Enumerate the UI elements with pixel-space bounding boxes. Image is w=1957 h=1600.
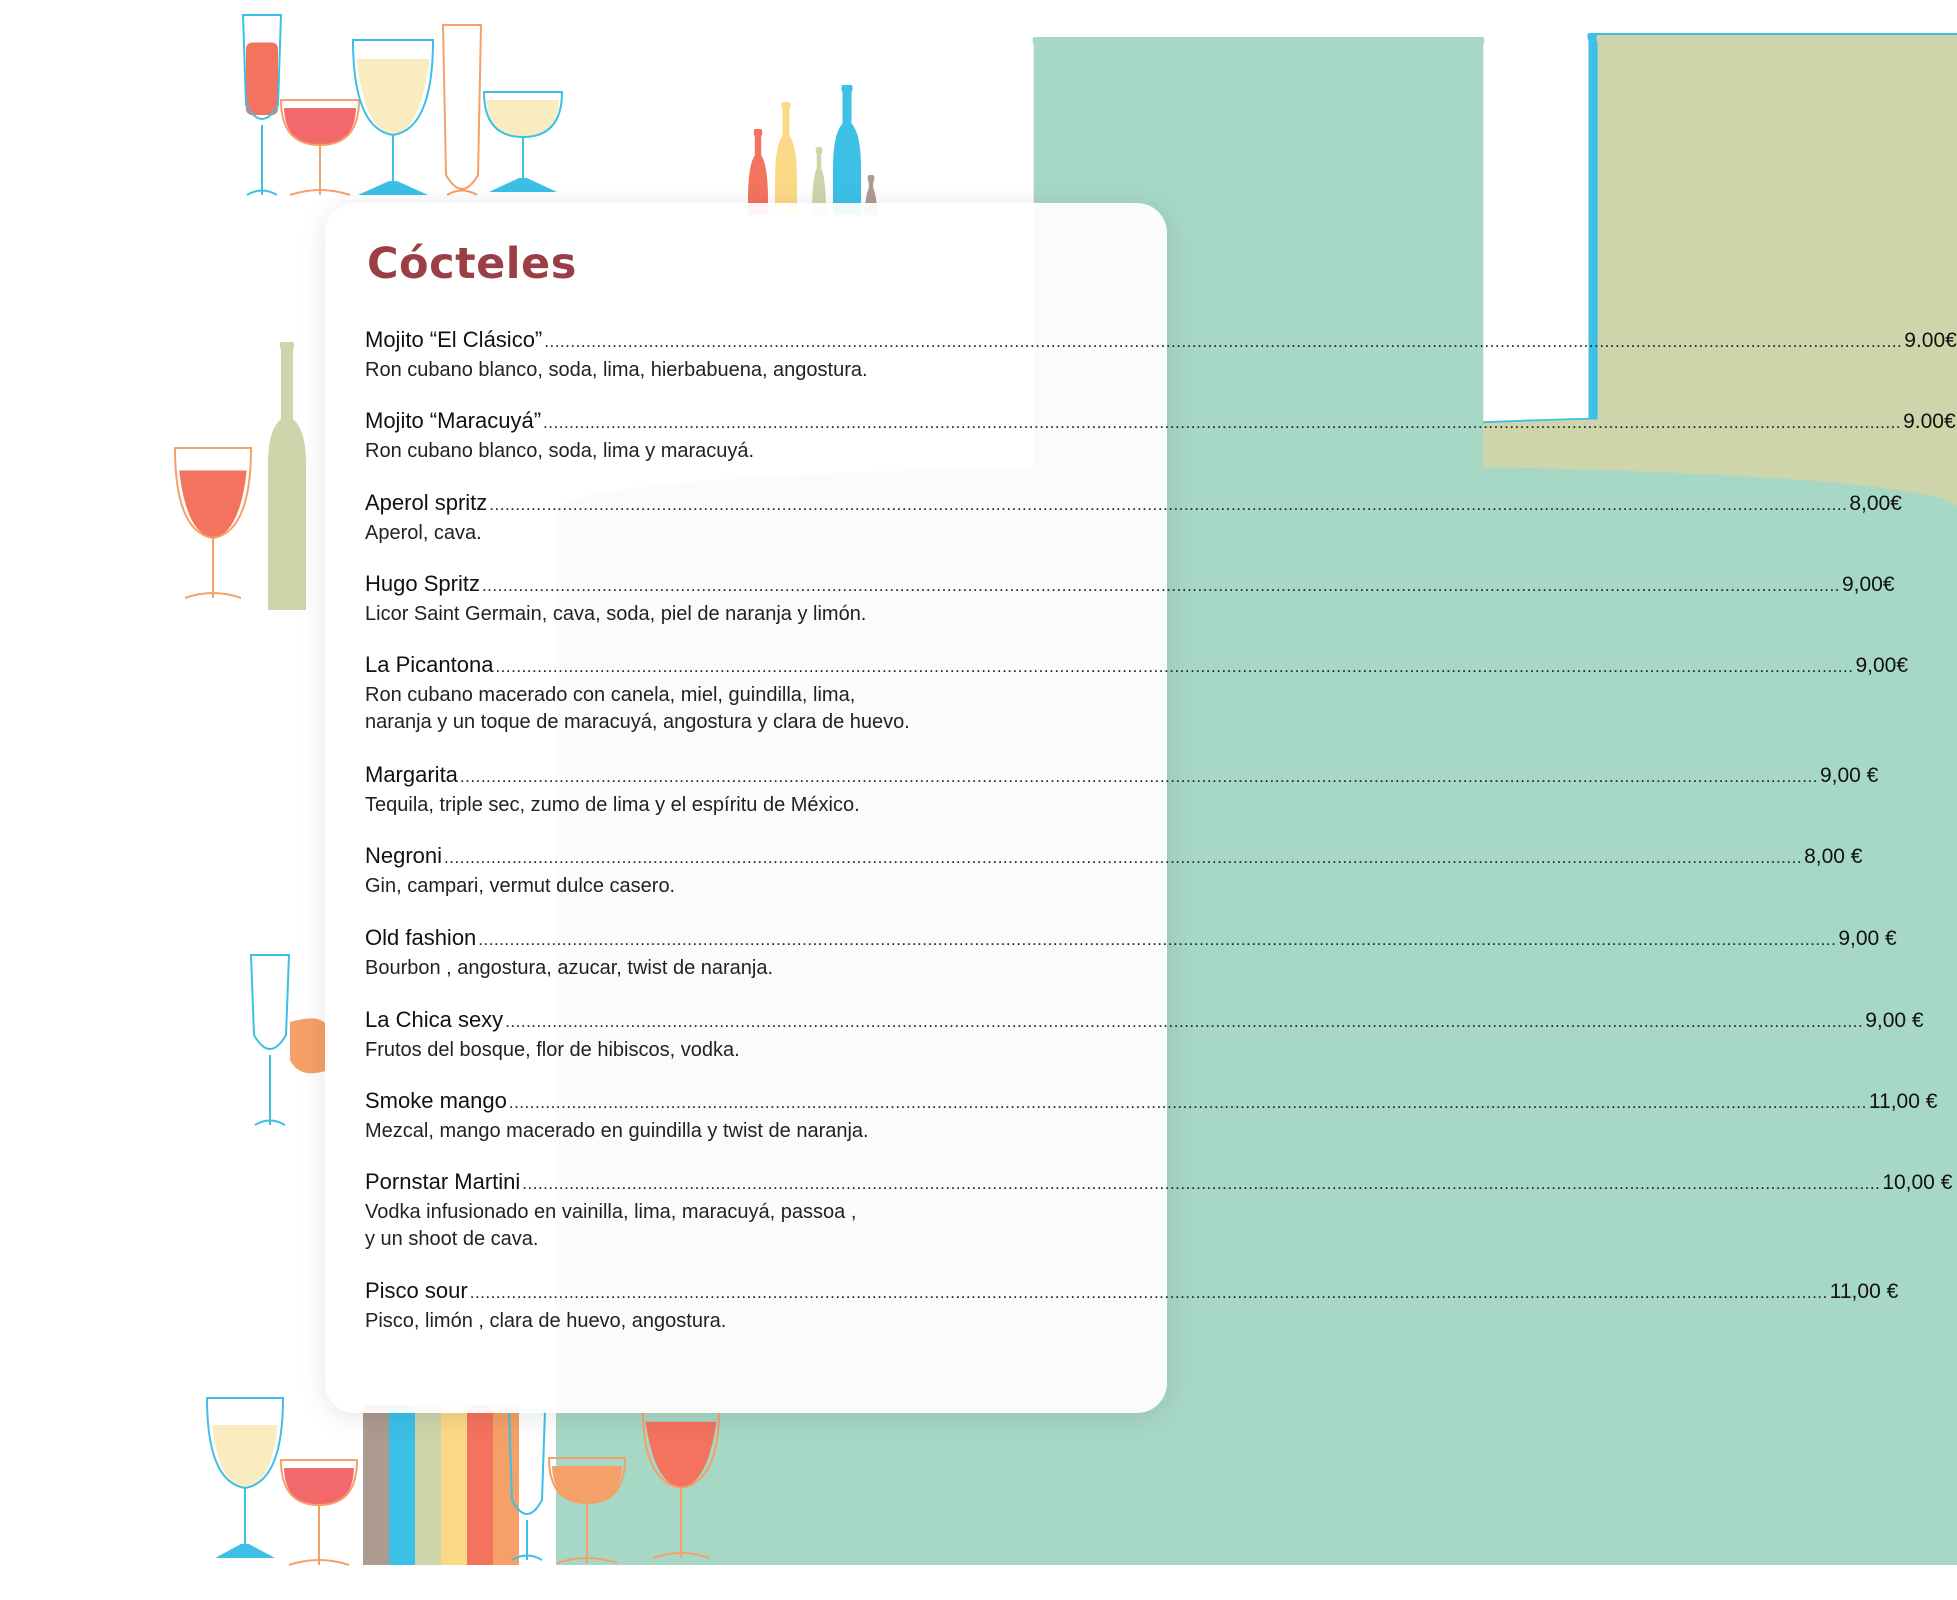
menu-item-price: 9,00€ [1841,573,1895,596]
menu-item-line [365,843,1863,873]
menu-item [365,1169,1953,1253]
menu-item-price: 11,00 € [1868,1090,1938,1113]
menu-item-price: 8,00€ [1849,492,1902,515]
bottle-icon [268,345,306,610]
menu-item [365,490,1902,547]
menu-item-description: Mezcal, mango macerado en guindilla y twist de naranja. [365,1120,869,1142]
champagne-flute-icon [443,25,481,189]
menu-item-price: 8,00 € [1804,845,1863,868]
menu-item-line [365,1169,1953,1199]
dot-leader: .................................................................................................................................................................................................................................................................... [444,848,1803,867]
menu-item-name: Smoke mango [365,1088,507,1113]
menu-item [365,925,1897,982]
menu-item [365,571,1895,628]
glass-liquid-icon [179,471,246,539]
bottle-icon [833,88,861,215]
menu-item-line [365,1278,1899,1308]
menu-item-line [365,762,1879,792]
menu-item-description: Licor Saint Germain, cava, soda, piel de naranja y limón. [365,603,867,625]
menu-item-name: Hugo Spritz [365,571,480,596]
glass-liquid-icon [357,59,430,135]
glass-liquid-icon [212,1425,278,1488]
menu-item-name: Margarita [365,762,458,787]
bottle-cap-icon [280,342,294,349]
menu-item-name: Aperol spritz [365,490,488,515]
bottle-icon [775,105,797,215]
bottle-stripe-icon [363,1405,389,1565]
menu-item-line [365,408,1956,438]
menu-item-line [365,327,1957,357]
menu-item-description: Vodka infusionado en vainilla, lima, maracuyá, passoa , y un shoot de cava. [365,1201,857,1250]
menu-item-line [365,571,1895,601]
menu-item-price: 9.00€ [1903,410,1956,433]
menu-item-line [365,652,1909,682]
menu-item-name: Pornstar Martini [365,1169,521,1194]
menu-item [365,408,1956,465]
bottle-stripe-icon [389,1405,409,1565]
dot-leader: .................................................................................................................................................................................................................................................................... [489,495,1848,514]
menu-item-name: Mojito “El Clásico” [365,327,543,352]
menu-item-description: Pisco, limón , clara de huevo, angostura. [365,1310,727,1332]
dot-leader: .................................................................................................................................................................................................................................................................... [522,1174,1881,1193]
menu-item-name: Old fashion [365,925,477,950]
dot-leader: .................................................................................................................................................................................................................................................................... [459,767,1818,786]
menu-item [365,1278,1899,1335]
bottle-cap-icon [781,102,790,109]
dot-leader: .................................................................................................................................................................................................................................................................... [505,1012,1864,1031]
bottle-cap-icon [816,147,822,154]
coupe-liquid-icon [487,100,559,137]
bottle-cap-icon [868,175,874,182]
bottle-stripe-icon [493,1405,519,1565]
menu-item [365,1088,1938,1145]
menu-item-description: Tequila, triple sec, zumo de lima y el espíritu de México. [365,794,860,816]
menu-item-description: Bourbon , angostura, azucar, twist de naranja. [365,957,774,979]
coupe-base-icon [489,178,557,192]
glass-liquid-icon [290,1018,328,1073]
menu-item [365,1007,1924,1064]
menu-item-name: Mojito “Maracuyá” [365,408,542,433]
bottle-cap-icon [842,85,853,92]
dot-leader: .................................................................................................................................................................................................................................................................... [544,332,1903,351]
menu-title: Cócteles [367,239,577,289]
bottle-stripe-icon [415,1405,441,1565]
bottle-stripe-icon [441,1405,467,1565]
dot-leader: .................................................................................................................................................................................................................................................................... [469,1283,1828,1302]
menu-item-price: 9.00€ [1904,329,1957,352]
menu-item-description: Aperol, cava. [365,522,482,544]
menu-item-price: 9,00 € [1838,927,1897,950]
menu-item-description: Frutos del bosque, flor de hibiscos, vodka. [365,1039,740,1061]
flute-liquid-icon [246,43,278,116]
bottle-cap-icon [1033,37,1485,44]
bottle-cap-icon [1597,35,1957,42]
menu-item-description: Ron cubano blanco, soda, lima y maracuyá. [365,440,755,462]
menu-item [365,843,1863,900]
menu-item-price: 11,00 € [1829,1280,1899,1303]
menu-item-price: 9,00€ [1855,654,1909,677]
menu-item-description: Ron cubano macerado con canela, miel, guindilla, lima, naranja y un toque de maracuyá, angostura y clara de huevo. [365,684,910,733]
menu-item-name: Pisco sour [365,1278,468,1303]
menu-item [365,652,1909,736]
glass-base-icon [215,1544,275,1558]
menu-item-line [365,1007,1924,1037]
coupe-liquid-icon [284,108,356,145]
bottle-cap-icon [754,129,762,136]
menu-item-name: Negroni [365,843,443,868]
menu-item-name: La Chica sexy [365,1007,504,1032]
dot-leader: .................................................................................................................................................................................................................................................................... [543,413,1902,432]
menu-item-name: La Picantona [365,652,494,677]
flute-base-icon [447,191,477,196]
menu-item-line [365,490,1902,520]
coupe-liquid-icon [284,1468,354,1505]
dot-leader: .................................................................................................................................................................................................................................................................... [478,930,1837,949]
menu-item-line [365,1088,1938,1118]
menu-item-line [365,925,1897,955]
dot-leader: .................................................................................................................................................................................................................................................................... [495,657,1854,676]
dot-leader: .................................................................................................................................................................................................................................................................... [508,1093,1867,1112]
bottle-stripe-icon [467,1405,493,1565]
dot-leader: .................................................................................................................................................................................................................................................................... [481,576,1840,595]
champagne-flute-icon [251,955,289,1049]
menu-item-description: Gin, campari, vermut dulce casero. [365,875,676,897]
menu-item-price: 9,00 € [1865,1009,1924,1032]
menu-item-description: Ron cubano blanco, soda, lima, hierbabuena, angostura. [365,359,868,381]
menu-item [365,327,1957,384]
menu-item-price: 10,00 € [1882,1171,1953,1194]
menu-card [325,203,1957,1413]
glass-base-icon [358,181,428,195]
menu-item-price: 9,00 € [1819,764,1879,787]
menu-item [365,762,1879,819]
